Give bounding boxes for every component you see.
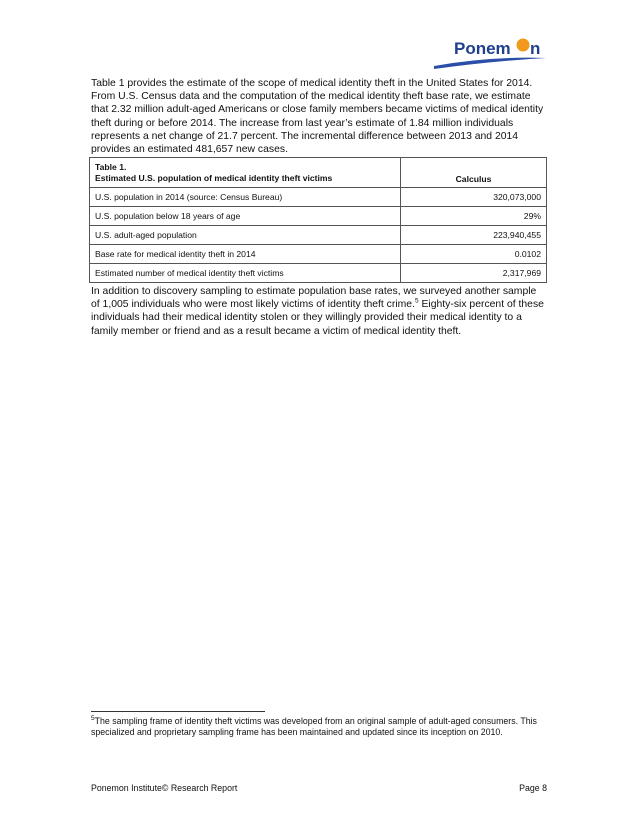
table-row	[90, 207, 547, 226]
survey-paragraph-text-b: Eighty-six percent of these individuals had their medical identity stolen or they willingly provided their medical identity to a family member or friend and as a result became a victim of medical identity theft.	[91, 299, 544, 337]
row-value: 320,073,000	[401, 188, 547, 207]
intro-paragraph: Table 1 provides the estimate of the scope of medical identity theft in the United States for 2014. From U.S. Census data and the computation of the medical identity theft base rate, we estimate that 2.32 million adult-aged Americans or close family members became victims of medical identity theft during or before 2014. The increase from last year’s estimate of 1.84 million individuals represents a net change of 21.7 percent. The incremental difference between 2013 and 2014 provides an estimated 481,657 new cases.	[91, 78, 544, 156]
logo-wordmark-suffix: n	[530, 39, 541, 58]
table-subtitle: Estimated U.S. population of medical identity theft victims	[95, 172, 333, 183]
table-header-row	[90, 158, 547, 188]
row-label: Base rate for medical identity theft in 2014	[90, 245, 401, 264]
footer-page-number: Page 8	[519, 783, 547, 793]
row-label: U.S. population in 2014 (source: Census Bureau)	[90, 188, 401, 207]
logo-subtitle: INSTITUTE	[506, 63, 548, 69]
logo-wordmark-prefix: Ponem	[454, 39, 511, 58]
row-value: 223,940,455	[401, 226, 547, 245]
row-value: 29%	[401, 207, 547, 226]
footnote	[91, 716, 547, 739]
table-title-cell	[90, 158, 401, 188]
footnote-text: The sampling frame of identity theft victims was developed from an original sample of adult-aged consumers. This specialized and proprietary sampling frame has been maintained and updated since its inception on 2010.	[91, 716, 537, 738]
table-row	[90, 264, 547, 283]
row-value: 2,317,969	[401, 264, 547, 283]
survey-paragraph	[91, 285, 547, 338]
ponemon-institute-logo	[432, 36, 548, 70]
footnote-number: 5	[91, 715, 95, 723]
table-row	[90, 188, 547, 207]
table-row	[90, 226, 547, 245]
row-label: Estimated number of medical identity theft victims	[90, 264, 401, 283]
footer-report-name: Ponemon Institute© Research Report	[91, 783, 238, 793]
footnote-reference[interactable]: 5	[414, 297, 419, 305]
row-label: U.S. population below 18 years of age	[90, 207, 401, 226]
row-value: 0.0102	[401, 245, 547, 264]
table-title: Table 1.	[95, 161, 127, 172]
survey-paragraph-text-a: In addition to discovery sampling to estimate population base rates, we surveyed another sample of 1,005 individuals who were most likely victims of identity theft crime.	[91, 286, 537, 311]
calculus-header: Calculus	[401, 158, 547, 188]
table-row	[90, 245, 547, 264]
row-label: U.S. adult-aged population	[90, 226, 401, 245]
medical-identity-theft-table	[89, 157, 547, 283]
footnote-divider	[91, 711, 265, 712]
